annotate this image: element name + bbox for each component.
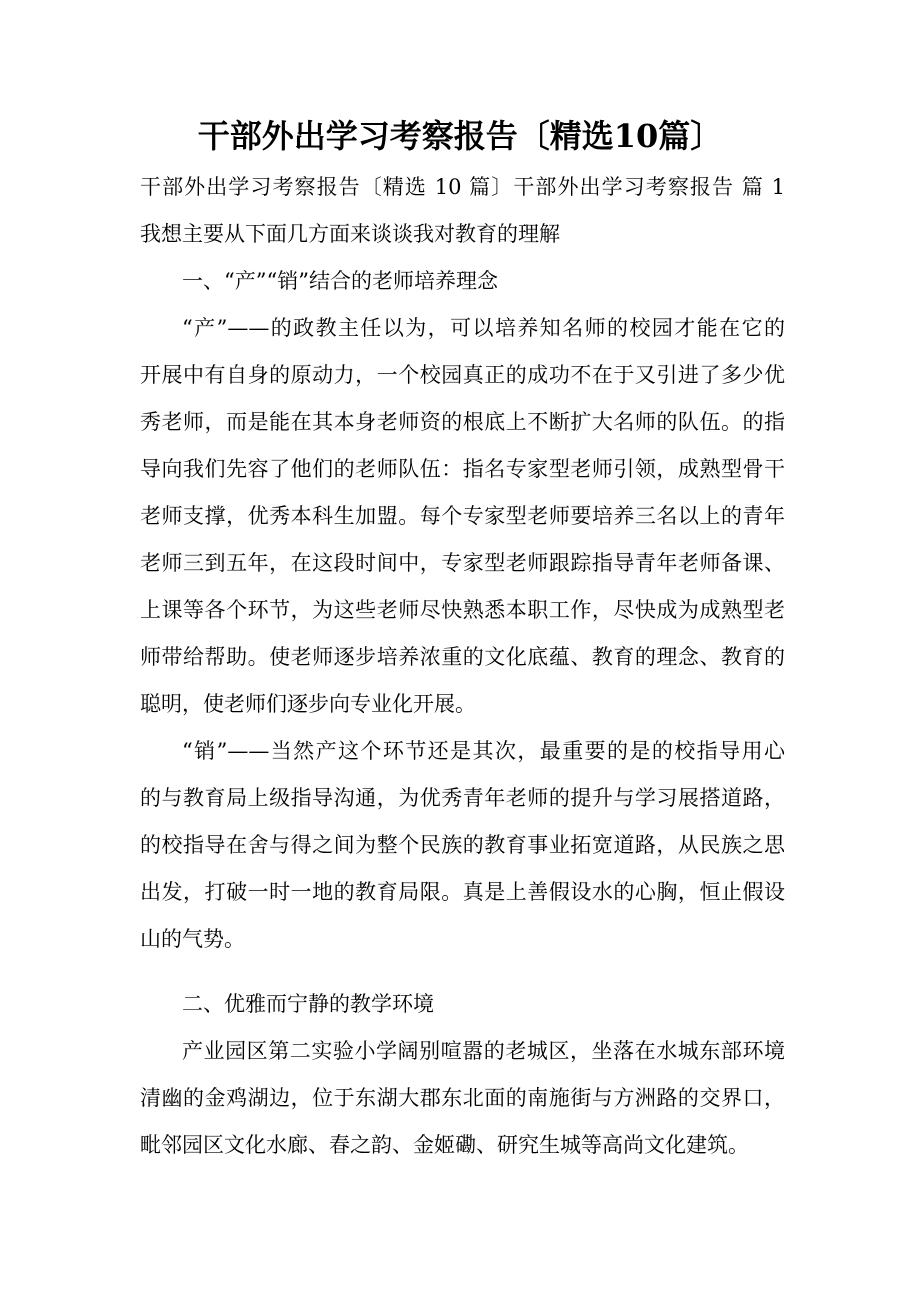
intro-line: 干部外出学习考察报告〔精选 10 篇〕干部外出学习考察报告 篇 1 — [140, 175, 785, 199]
paragraph-line: 秀老师，而是能在其本身老师资的根底上不断扩大名师的队伍。的指 — [140, 410, 785, 434]
paragraph-line: 老师三到五年，在这段时间中，专家型老师跟踪指导青年老师备课、 — [140, 551, 785, 575]
section-heading-1 — [140, 258, 785, 305]
intro-block — [140, 164, 785, 258]
paragraph-line: 毗邻园区文化水廊、春之韵、金姬磡、研究生城等高尚文化建筑。 — [140, 1133, 749, 1157]
paragraph-line: 的与教育局上级指导沟通，为优秀青年老师的提升与学习展搭道路， — [140, 786, 785, 810]
paragraph-xiao — [140, 728, 785, 963]
section-heading-2 — [140, 981, 785, 1028]
paragraph-line: 出发，打破一时一地的教育局限。真是上善假设水的心胸，恒止假设 — [140, 880, 785, 904]
paragraph-line: “销”——当然产这个环节还是其次，最重要的是的校指导用心 — [182, 739, 785, 763]
section-heading-text: 一、“产”“销”结合的老师培养理念 — [182, 269, 498, 293]
section-heading-text: 二、优雅而宁静的教学环境 — [182, 992, 434, 1016]
paragraph-line: 产业园区第二实验小学阔别喧嚣的老城区，坐落在水城东部环境 — [182, 1039, 785, 1063]
paragraph-chan — [140, 305, 785, 728]
paragraph-environment — [140, 1028, 785, 1169]
paragraph-line: 山的气势。 — [140, 927, 245, 951]
paragraph-line: 上课等各个环节，为这些老师尽快熟悉本职工作，尽快成为成熟型老 — [140, 598, 785, 622]
paragraph-line: 老师支撑，优秀本科生加盟。每个专家型老师要培养三名以上的青年 — [140, 504, 785, 528]
paragraph-line: 清幽的金鸡湖边，位于东湖大郡东北面的南施街与方洲路的交界口， — [140, 1086, 785, 1110]
paragraph-line: 师带给帮助。使老师逐步培养浓重的文化底蕴、教育的理念、教育的 — [140, 645, 785, 669]
paragraph-line: “产”——的政教主任以为，可以培养知名师的校园才能在它的 — [182, 316, 785, 340]
intro-line: 我想主要从下面几方面来谈谈我对教育的理解 — [140, 222, 560, 246]
paragraph-line: 聪明，使老师们逐步向专业化开展。 — [140, 692, 476, 716]
paragraph-line: 导向我们先容了他们的老师队伍：指名专家型老师引领，成熟型骨干 — [140, 457, 785, 481]
paragraph-line: 的校指导在舍与得之间为整个民族的教育事业拓宽道路，从民族之思 — [140, 833, 785, 857]
document-title: 干部外出学习考察报告〔精选10篇〕 — [197, 117, 723, 155]
paragraph-line: 开展中有自身的原动力，一个校园真正的成功不在于又引进了多少优 — [140, 363, 785, 387]
